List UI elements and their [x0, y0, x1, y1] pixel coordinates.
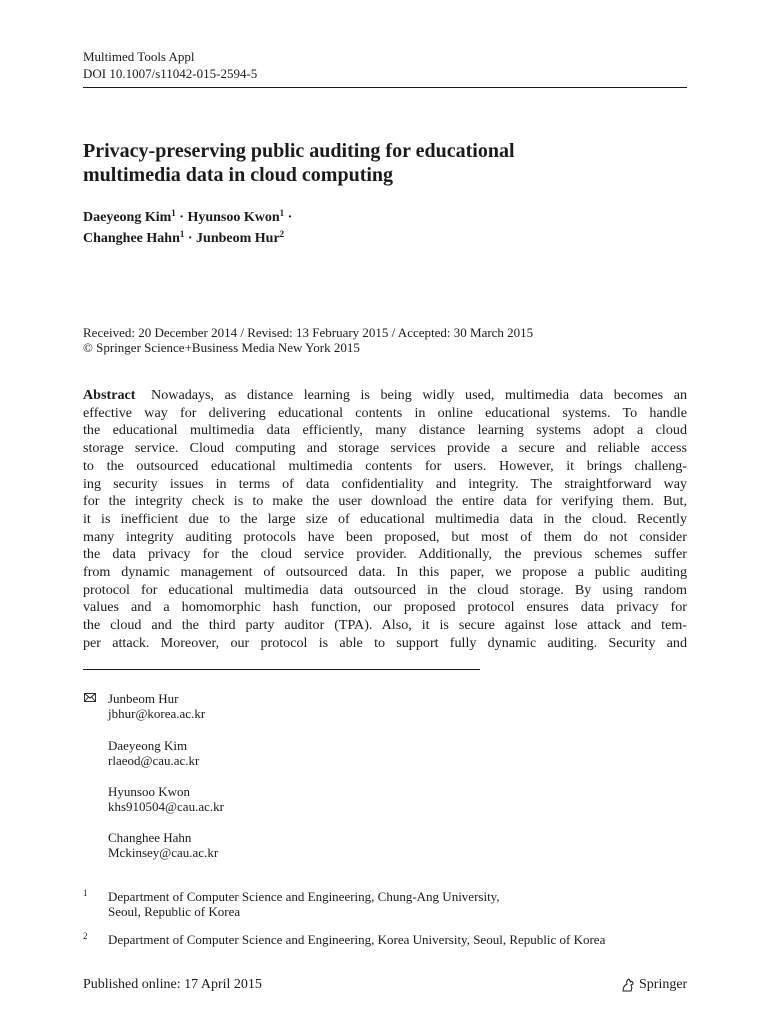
author-affiliation-mark: 1 [179, 229, 185, 239]
author-name[interactable]: Junbeom Hur [196, 231, 280, 246]
publisher-name: Springer [639, 977, 688, 992]
envelope-icon [84, 693, 96, 702]
contact-email[interactable]: Mckinsey@cau.ac.kr [108, 845, 219, 860]
abstract-line: the cloud and the third party auditor (TPA). Also, it is secure against lose attack and tem- [83, 617, 687, 634]
author-name[interactable]: Daeyeong Kim [83, 210, 172, 225]
author-line-1: Daeyeong Kim$^1$ · Hyunsoo Kwon$^1$ · [83, 208, 293, 225]
author-list [83, 207, 292, 249]
header-rule [83, 87, 687, 88]
author-affiliation-mark: 1 [171, 208, 176, 218]
affiliation-number: 2 [83, 931, 88, 941]
abstract-line: values and a homomorphic hash function, our proposed protocol ensures data privacy for [83, 599, 687, 616]
author-name[interactable]: Hyunsoo Kwon [187, 210, 280, 225]
springer-horse-icon [620, 977, 636, 993]
contact-entry [108, 830, 218, 860]
abstract-line: the data privacy for the cloud service provider. Additionally, the previous schemes suffer [83, 546, 687, 563]
journal-header [83, 48, 257, 82]
affiliation-text: Department of Computer Science and Engineering, Chung-Ang University, Seoul, Republic of Korea [108, 889, 500, 919]
author-name[interactable]: Changhee Hahn [83, 231, 180, 246]
contact-email[interactable]: jbhur@korea.ac.kr [108, 706, 206, 721]
title-line-1: Privacy-preserving public auditing for educational [83, 140, 515, 162]
abstract-line: effective way for delivering educational contents in online educational systems. To handle [83, 404, 687, 421]
dates-line: Received: 20 December 2014 / Revised: 13 February 2015 / Accepted: 30 March 2015 [83, 325, 534, 340]
contact-entry [108, 738, 199, 768]
contact-name: Hyunsoo Kwon [108, 784, 190, 799]
abstract-line: per attack. Moreover, our protocol is able to support fully dynamic auditing. Security and [83, 634, 687, 651]
publisher-logo [620, 977, 687, 993]
contact-name: Junbeom Hur [108, 691, 179, 706]
contact-entry [108, 784, 224, 814]
paper-title [83, 139, 687, 187]
footnote-rule [83, 669, 480, 670]
abstract-line: many integrity auditing protocols have been proposed, but most of them do not consider [83, 528, 687, 545]
corresponding-author [108, 691, 205, 721]
contact-name: Changhee Hahn [108, 830, 192, 845]
abstract-line: for the integrity check is to make the user download the entire data for verifying them. But, [83, 493, 687, 510]
abstract-line: the educational multimedia data efficiently, many distance learning systems adopt a cloud [83, 422, 687, 439]
article-history [83, 325, 533, 355]
abstract-line: from dynamic management of outsourced data. In this paper, we propose a public auditing [83, 564, 687, 581]
contact-name: Daeyeong Kim [108, 738, 188, 753]
author-affiliation-mark: 2 [279, 229, 285, 239]
abstract-line: it is inefficient due to the large size of educational multimedia data in the cloud. Recently [83, 510, 687, 527]
abstract-line: to the outsourced educational multimedia contents for users. However, it brings challeng- [83, 457, 687, 474]
contact-email[interactable]: khs910504@cau.ac.kr [108, 799, 224, 814]
affiliation-number: 1 [83, 888, 88, 898]
author-line-2: Changhee Hahn$^1$ · Junbeom Hur$^2$ [83, 229, 285, 246]
copyright-line: © Springer Science+Business Media New York 2015 [83, 340, 360, 355]
abstract-line: storage service. Cloud computing and storage services provide a secure and reliable access [83, 440, 687, 457]
author-affiliation-mark: 1 [279, 208, 285, 218]
published-online: Published online: 17 April 2015 [83, 977, 262, 992]
abstract-label: Abstract [83, 387, 136, 403]
journal-name: Multimed Tools Appl [83, 49, 195, 64]
abstract-line: Abstract Nowadays, as distance learning is being widly used, multimedia data becomes an [83, 387, 687, 403]
abstract-line: ing security issues in terms of data confidentiality and integrity. The straightforward way [83, 475, 687, 492]
abstract-line: protocol for educational multimedia data outsourced in the cloud storage. By using random [83, 581, 687, 598]
title-line-2: multimedia data in cloud computing [83, 164, 394, 186]
doi[interactable]: DOI 10.1007/s11042-015-2594-5 [83, 66, 258, 81]
contact-email[interactable]: rlaeod@cau.ac.kr [108, 753, 200, 768]
abstract [83, 387, 687, 653]
affiliation-text: Department of Computer Science and Engineering, Korea University, Seoul, Republic of Korea [108, 932, 606, 947]
